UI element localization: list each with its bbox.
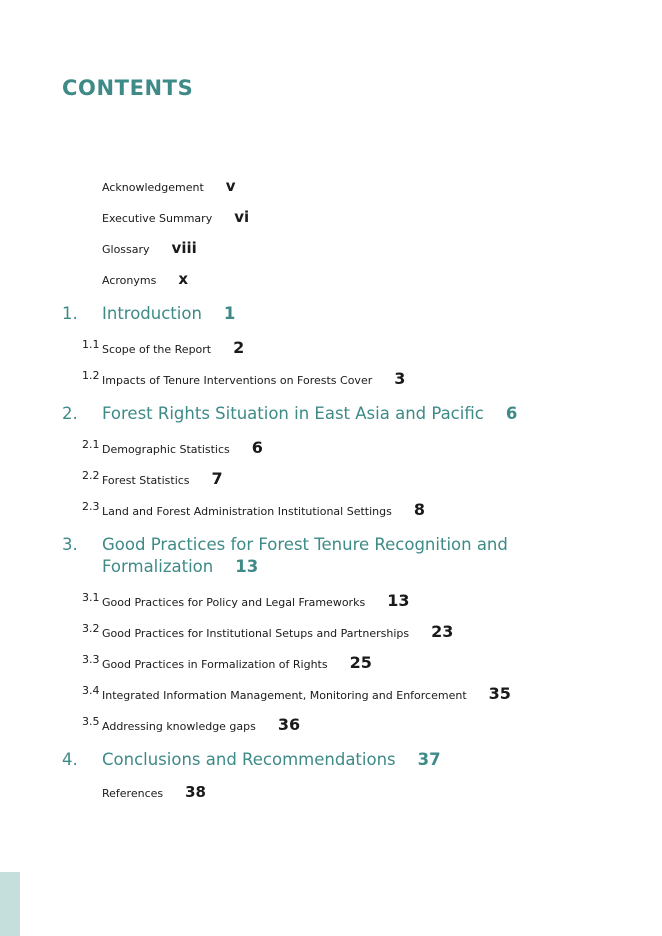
subsection-title: Good Practices for Institutional Setups and Partnerships 23 bbox=[102, 622, 454, 641]
toc-page-number: 2 bbox=[233, 338, 245, 357]
subsection-title: Forest Statistics 7 bbox=[102, 469, 223, 488]
toc-page-number: 36 bbox=[277, 715, 301, 734]
section-title-line-1: Good Practices for Forest Tenure Recognition and bbox=[102, 535, 508, 554]
subsection-title: Impacts of Tenure Interventions on Forests Cover 3 bbox=[102, 369, 406, 388]
section-number: 4. bbox=[62, 750, 78, 769]
section-title: Introduction 1 bbox=[102, 304, 236, 323]
section-title: Forest Rights Situation in East Asia and Pacific 6 bbox=[102, 404, 518, 423]
toc-page-number: 37 bbox=[417, 750, 441, 769]
toc-page-number: 38 bbox=[185, 783, 206, 801]
subsection-number: 2.1 bbox=[82, 438, 100, 451]
toc-label: Glossary bbox=[102, 243, 150, 256]
toc-page-number: 8 bbox=[413, 500, 425, 519]
subsection-title: Integrated Information Management, Monitoring and Enforcement 35 bbox=[102, 684, 511, 703]
toc-entry-acronyms[interactable] bbox=[102, 269, 188, 288]
toc-page-number: viii bbox=[171, 239, 197, 257]
toc-page-number: 13 bbox=[387, 591, 410, 610]
subsection-title: Good Practices for Policy and Legal Frameworks 13 bbox=[102, 591, 410, 610]
subsection-number: 3.2 bbox=[82, 622, 100, 635]
subsection-number: 3.1 bbox=[82, 591, 100, 604]
toc-label: Acknowledgement bbox=[102, 181, 204, 194]
toc-page-number: v bbox=[225, 177, 236, 195]
toc-entry-executive-summary[interactable] bbox=[102, 207, 249, 226]
toc-label: References bbox=[102, 787, 164, 800]
toc-entry-references[interactable] bbox=[102, 782, 206, 801]
toc-label: Acronyms bbox=[102, 274, 157, 287]
toc-page-number: 23 bbox=[431, 622, 454, 641]
subsection-title: Addressing knowledge gaps 36 bbox=[102, 715, 301, 734]
section-title: Conclusions and Recommendations 37 bbox=[102, 750, 441, 769]
subsection-title: Land and Forest Administration Institutional Settings 8 bbox=[102, 500, 425, 519]
subsection-number: 3.3 bbox=[82, 653, 100, 666]
subsection-number: 3.4 bbox=[82, 684, 100, 697]
section-title-line-2: Formalization 13 bbox=[102, 557, 259, 576]
toc-entry-glossary[interactable] bbox=[102, 238, 197, 257]
subsection-number: 1.1 bbox=[82, 338, 100, 351]
section-number: 2. bbox=[62, 404, 78, 423]
toc-entry-acknowledgement[interactable] bbox=[102, 176, 236, 195]
toc-page-number: 3 bbox=[394, 369, 406, 388]
toc-page-number: 13 bbox=[235, 557, 259, 576]
toc-page-number: 35 bbox=[488, 684, 511, 703]
page-accent-bar bbox=[0, 872, 20, 936]
toc-page-number: 7 bbox=[211, 469, 223, 488]
subsection-title: Good Practices in Formalization of Rights 25 bbox=[102, 653, 372, 672]
toc-page-number: vi bbox=[234, 208, 250, 226]
subsection-number: 2.3 bbox=[82, 500, 100, 513]
subsection-title: Scope of the Report 2 bbox=[102, 338, 245, 357]
section-number: 3. bbox=[62, 535, 78, 554]
page-title: CONTENTS bbox=[62, 76, 194, 100]
subsection-number: 3.5 bbox=[82, 715, 100, 728]
section-number: 1. bbox=[62, 304, 78, 323]
subsection-number: 1.2 bbox=[82, 369, 100, 382]
toc-page-number: 25 bbox=[349, 653, 372, 672]
toc-page-number: 6 bbox=[505, 404, 518, 423]
toc-label: Executive Summary bbox=[102, 212, 213, 225]
subsection-number: 2.2 bbox=[82, 469, 100, 482]
subsection-title: Demographic Statistics 6 bbox=[102, 438, 263, 457]
toc-page-number: 6 bbox=[251, 438, 263, 457]
toc-page-number: x bbox=[178, 270, 189, 288]
toc-page-number: 1 bbox=[223, 304, 236, 323]
